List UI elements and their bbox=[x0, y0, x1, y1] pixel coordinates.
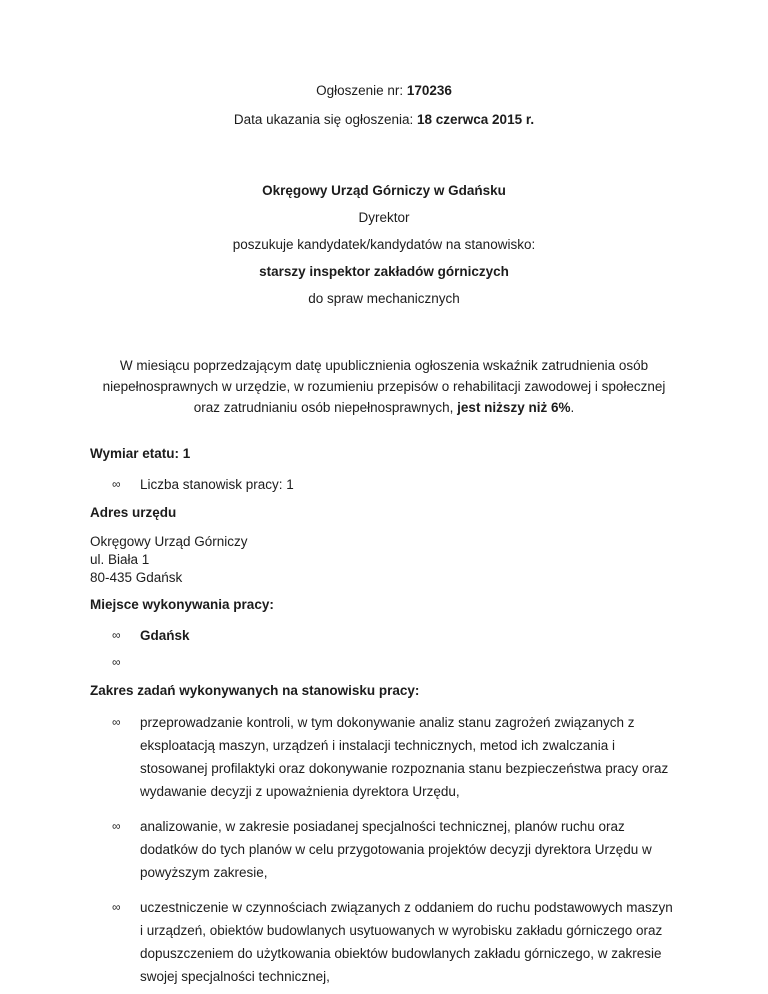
office-signer: Dyrektor bbox=[358, 210, 410, 225]
bullet-infinity-icon: ∞ bbox=[112, 655, 121, 669]
position-specialization: do spraw mechanicznych bbox=[308, 291, 460, 306]
bullet-infinity-icon: ∞ bbox=[112, 900, 121, 914]
address-line: ul. Biała 1 bbox=[90, 552, 150, 567]
list-item-text: przeprowadzanie kontroli, w tym dokonywanie analiz stanu zagrożeń związanych z eksploatacją maszyn, urządzeń i instalacji technicznych, metod ich zwalczania i stosowanej profilaktyki oraz dokonywanie rozpoznania stanu bezpieczeństwa pracy oraz wydawanie decyzji z upoważnienia dyrektora Urzędu, bbox=[140, 715, 669, 799]
list-item bbox=[112, 711, 678, 803]
announcement-date-label: Data ukazania się ogłoszenia: bbox=[233, 112, 417, 127]
office-name: Okręgowy Urząd Górniczy w Gdańsku bbox=[262, 183, 506, 198]
list-item-text: analizowanie, w zakresie posiadanej specjalności technicznej, planów ruchu oraz dodatków do tych planów w celu przygotowania projektów decyzji dyrektora Urzędu w powyższym zakresie, bbox=[140, 819, 652, 880]
list-item bbox=[112, 474, 678, 495]
address-line: 80-435 Gdańsk bbox=[90, 570, 183, 585]
bullet-infinity-icon: ∞ bbox=[112, 819, 121, 833]
office-address-block bbox=[90, 533, 678, 587]
section-heading-miejsce: Miejsce wykonywania pracy: bbox=[90, 597, 274, 612]
announcement-number-line bbox=[90, 80, 678, 101]
list-item-text: Liczba stanowisk pracy: 1 bbox=[140, 477, 294, 492]
list-item bbox=[112, 815, 678, 884]
bullet-infinity-icon: ∞ bbox=[112, 628, 121, 642]
disability-notice-bold: jest niższy niż 6% bbox=[457, 400, 571, 415]
section-heading-adres: Adres urzędu bbox=[90, 505, 177, 520]
recruitment-line: poszukuje kandydatek/kandydatów na stanowisko: bbox=[232, 237, 536, 252]
list-item-text: uczestniczenie w czynnościach związanych z oddaniem do ruchu podstawowych maszyn i urządzeń, obiektów budowlanych usytuowanych w wyrobisku zakładu górniczego oraz dopuszczeniem do użytkowania obiektów budowlanych zakładu górniczego, w zakresie swojej specjalności technicznej, bbox=[140, 900, 673, 984]
bullet-infinity-icon: ∞ bbox=[112, 477, 121, 491]
disability-notice bbox=[90, 355, 678, 418]
announcement-number: 170236 bbox=[406, 83, 452, 98]
list-item bbox=[112, 896, 678, 988]
list-item bbox=[112, 652, 678, 673]
office-header-block bbox=[90, 180, 678, 309]
announcement-date-line bbox=[90, 109, 678, 130]
announcement-number-label: Ogłoszenie nr: bbox=[316, 83, 407, 98]
section-heading-etat: Wymiar etatu: 1 bbox=[90, 446, 191, 461]
address-line: Okręgowy Urząd Górniczy bbox=[90, 534, 248, 549]
list-item bbox=[112, 625, 678, 646]
position-title: starszy inspektor zakładów górniczych bbox=[259, 264, 509, 279]
announcement-date: 18 czerwca 2015 r. bbox=[417, 112, 535, 127]
section-heading-zakres: Zakres zadań wykonywanych na stanowisku pracy: bbox=[90, 683, 420, 698]
disability-notice-suffix: . bbox=[570, 400, 575, 415]
bullet-infinity-icon: ∞ bbox=[112, 715, 121, 729]
list-item-text: Gdańsk bbox=[140, 628, 190, 643]
disability-notice-text: W miesiącu poprzedzającym datę upublicznienia ogłoszenia wskaźnik zatrudnienia osób niepełnosprawnych w urzędzie, w rozumieniu przepisów o rehabilitacji zawodowej i społecznej oraz zatrudnianiu osób niepełnosprawnych, bbox=[102, 358, 666, 415]
